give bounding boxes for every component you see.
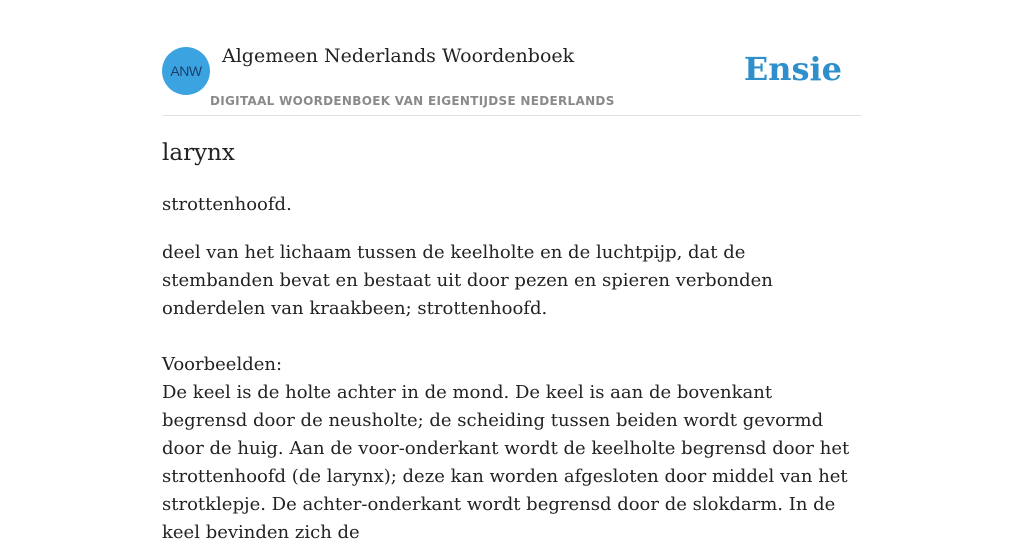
definition-text: deel van het lichaam tussen de keelholte en de luchtpijp, dat de stembanden bevat en bestaat uit door pezen en spieren verbonden onderdelen van kraakbeen; strottenhoofd. xyxy=(162,242,773,319)
definition-body xyxy=(162,239,862,547)
page xyxy=(162,0,862,543)
site-title[interactable]: Algemeen Nederlands Woordenboek xyxy=(222,45,575,67)
examples-text: De keel is de holte achter in de mond. De keel is aan de bovenkant begrensd door de neusholte; de scheiding tussen beiden wordt gevormd door de huig. Aan de voor-onderkant wordt de keelholte begrensd door het strottenhoofd (de larynx); deze kan worden afgesloten door middel van het strotklepje. De achter-onderkant wordt begrensd door de slokdarm. In de keel bevinden zich de xyxy=(162,382,850,543)
examples-label: Voorbeelden: xyxy=(162,354,283,375)
site-header xyxy=(162,0,862,116)
examples-block xyxy=(162,351,862,547)
ensie-brand-link[interactable]: Ensie xyxy=(743,50,842,88)
short-definition: strottenhoofd. xyxy=(162,194,292,215)
entry-headword: larynx xyxy=(162,140,235,166)
site-subtitle: DIGITAAL WOORDENBOEK VAN EIGENTIJDSE NEDERLANDS xyxy=(210,94,615,108)
anw-logo[interactable]: ANW xyxy=(162,47,210,95)
